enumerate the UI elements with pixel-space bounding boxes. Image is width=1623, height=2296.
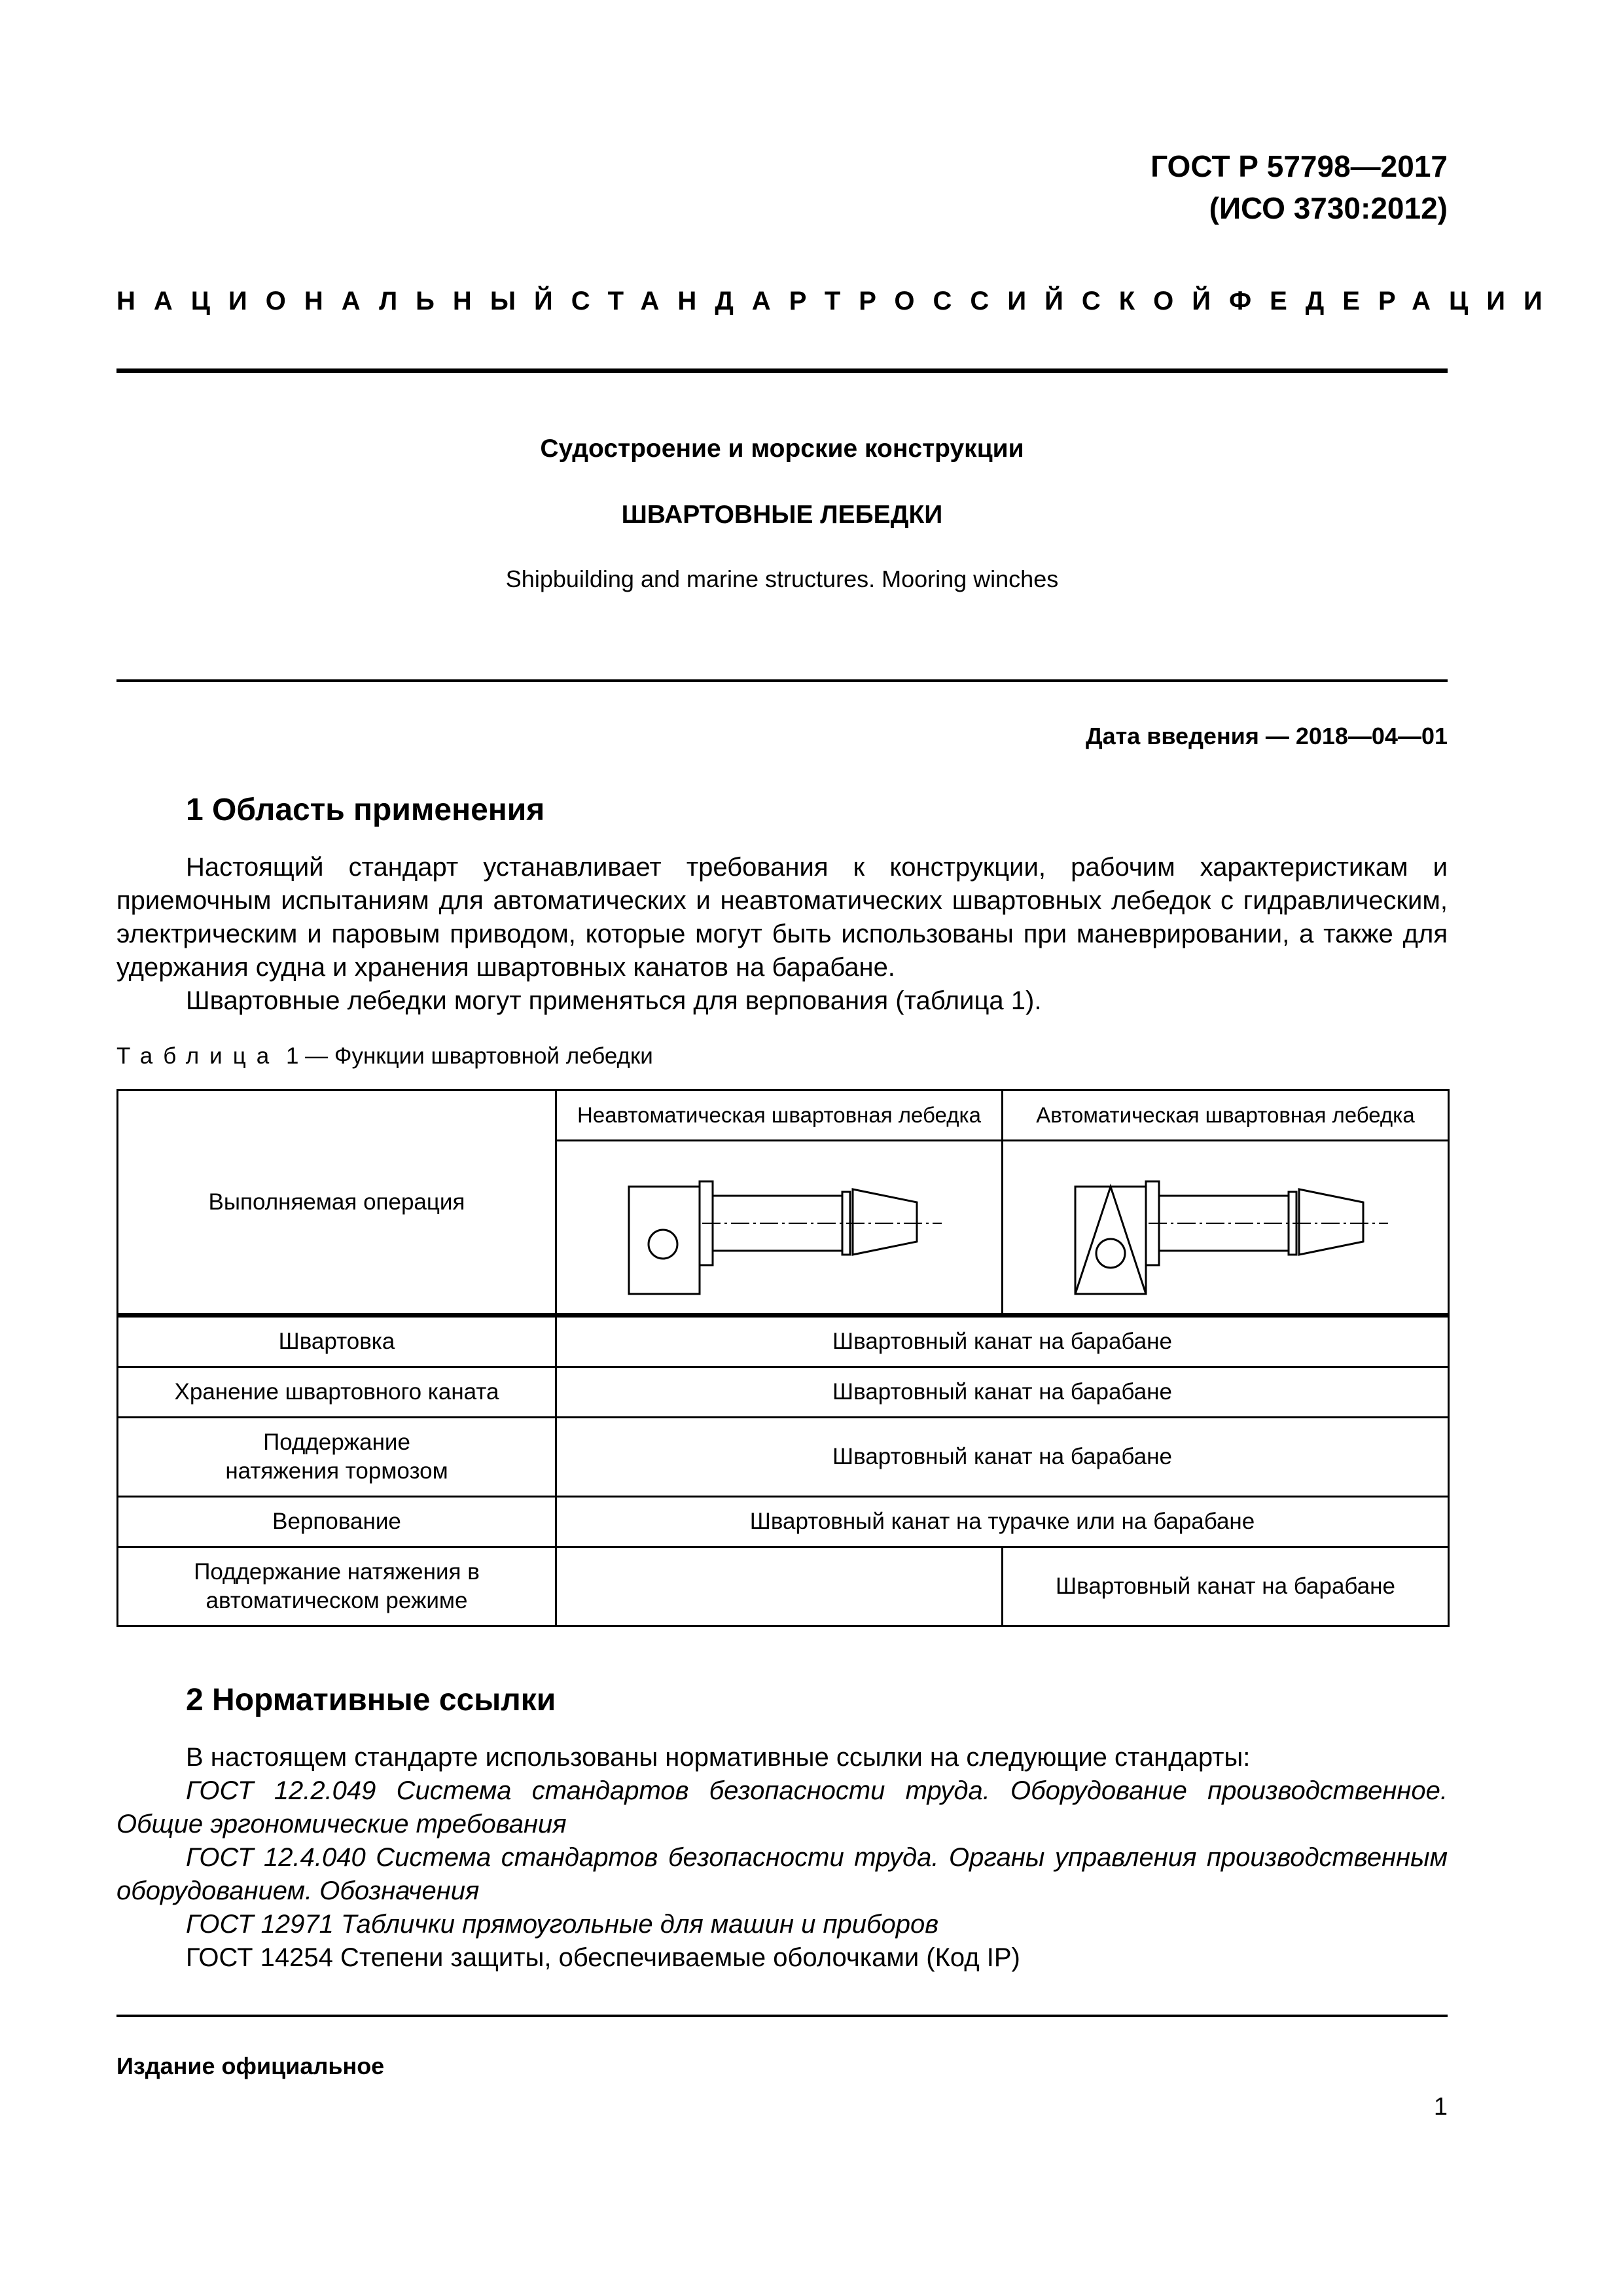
banner-word: СТАНДАРТ xyxy=(571,287,859,315)
value-cell-auto: Швартовный канат на барабане xyxy=(1003,1547,1449,1626)
banner-word: НАЦИОНАЛЬНЫЙ xyxy=(116,287,571,315)
motor-circle-shape xyxy=(1096,1239,1125,1268)
value-cell-nonauto xyxy=(556,1547,1003,1626)
table-header-nonauto: Неавтоматическая швартовная лебедка xyxy=(556,1090,1003,1141)
value-cell: Швартовный канат на турачке или на барабане xyxy=(556,1497,1449,1547)
table-caption xyxy=(116,1043,653,1069)
value-cell: Швартовный канат на барабане xyxy=(556,1418,1449,1497)
section-1-paragraph: Настоящий стандарт устанавливает требования к конструкции, рабочим характеристикам и приемочным испытаниям для автоматических и неавтоматических швартовных лебедок с гидравлическим, электрическим и паровым приводом, которые могут быть использованы при маневрировании, а также для удержания судна и хранения швартовных канатов на барабане. xyxy=(116,853,1448,982)
header-rule xyxy=(116,368,1448,373)
nonauto-winch-diagram xyxy=(609,1155,950,1299)
iso-reference: (ИСО 3730:2012) xyxy=(1209,191,1448,225)
title-rule xyxy=(116,679,1448,682)
motor-housing-shape xyxy=(1075,1187,1146,1294)
official-edition: Издание официальное xyxy=(116,2053,385,2079)
operation-cell: Хранение швартовного каната xyxy=(118,1367,556,1418)
title-category: Судостроение и морские конструкции xyxy=(540,435,1024,463)
warping-head-shape xyxy=(1299,1189,1363,1255)
standard-number: ГОСТ Р 57798—2017 xyxy=(1150,149,1448,183)
motor-circle-shape xyxy=(649,1230,677,1259)
value-cell: Швартовный канат на барабане xyxy=(556,1316,1449,1367)
table-row xyxy=(118,1316,1449,1367)
standard-code xyxy=(1150,145,1448,229)
operation-cell: Верпование xyxy=(118,1497,556,1547)
nonauto-winch-cell xyxy=(556,1141,1003,1316)
banner-word: ФЕДЕРАЦИИ xyxy=(1228,287,1561,315)
reference-item: ГОСТ 12.4.040 Система стандартов безопасности труда. Органы управления производственным оборудованием. Обозначения xyxy=(116,1843,1448,1905)
table-row xyxy=(118,1418,1449,1497)
section-1-paragraph: Швартовные лебедки могут применяться для верпования (таблица 1). xyxy=(186,986,1042,1015)
reference-item: ГОСТ 14254 Степени защиты, обеспечиваемые оболочками (Код IP) xyxy=(186,1943,1020,1972)
warping-head-shape xyxy=(853,1189,917,1255)
section-2-intro: В настоящем стандарте использованы нормативные ссылки на следующие стандарты: xyxy=(186,1743,1251,1772)
title-english: Shipbuilding and marine structures. Mooring winches xyxy=(505,565,1059,592)
motor-triangle-shape xyxy=(1075,1187,1146,1294)
national-standard-banner xyxy=(116,287,1561,316)
reference-item: ГОСТ 12.2.049 Система стандартов безопасности труда. Оборудование производственное. Общие эргономические требования xyxy=(116,1776,1448,1839)
motor-housing-shape xyxy=(629,1187,700,1294)
footer-rule xyxy=(116,2015,1448,2017)
operation-cell: Поддержание натяжения тормозом xyxy=(118,1418,556,1497)
table-caption-text: 1 — Функции швартовной лебедки xyxy=(279,1043,653,1069)
section-2-body xyxy=(116,1741,1448,1975)
section-1-heading: 1 Область применения xyxy=(186,793,545,827)
operation-cell: Поддержание натяжения в автоматическом режиме xyxy=(118,1547,556,1626)
introduction-date: Дата введения — 2018—04—01 xyxy=(1085,723,1448,749)
winch-functions-table xyxy=(116,1089,1450,1627)
auto-winch-cell xyxy=(1003,1141,1449,1316)
value-cell: Швартовный канат на барабане xyxy=(556,1367,1449,1418)
table-caption-label: Таблица xyxy=(116,1043,280,1069)
table-row xyxy=(118,1547,1449,1626)
section-2-heading: 2 Нормативные ссылки xyxy=(186,1683,556,1717)
table-row xyxy=(118,1367,1449,1418)
title-main: ШВАРТОВНЫЕ ЛЕБЕДКИ xyxy=(621,501,943,529)
operation-cell: Швартовка xyxy=(118,1316,556,1367)
auto-winch-diagram xyxy=(1056,1155,1396,1299)
section-1-body xyxy=(116,851,1448,1018)
table-header-operation: Выполняемая операция xyxy=(118,1090,556,1316)
table-header-auto: Автоматическая швартовная лебедка xyxy=(1003,1090,1449,1141)
banner-word: РОССИЙСКОЙ xyxy=(859,287,1229,315)
reference-item: ГОСТ 12971 Таблички прямоугольные для машин и приборов xyxy=(186,1910,939,1939)
page-number: 1 xyxy=(1433,2093,1448,2121)
table-row xyxy=(118,1497,1449,1547)
